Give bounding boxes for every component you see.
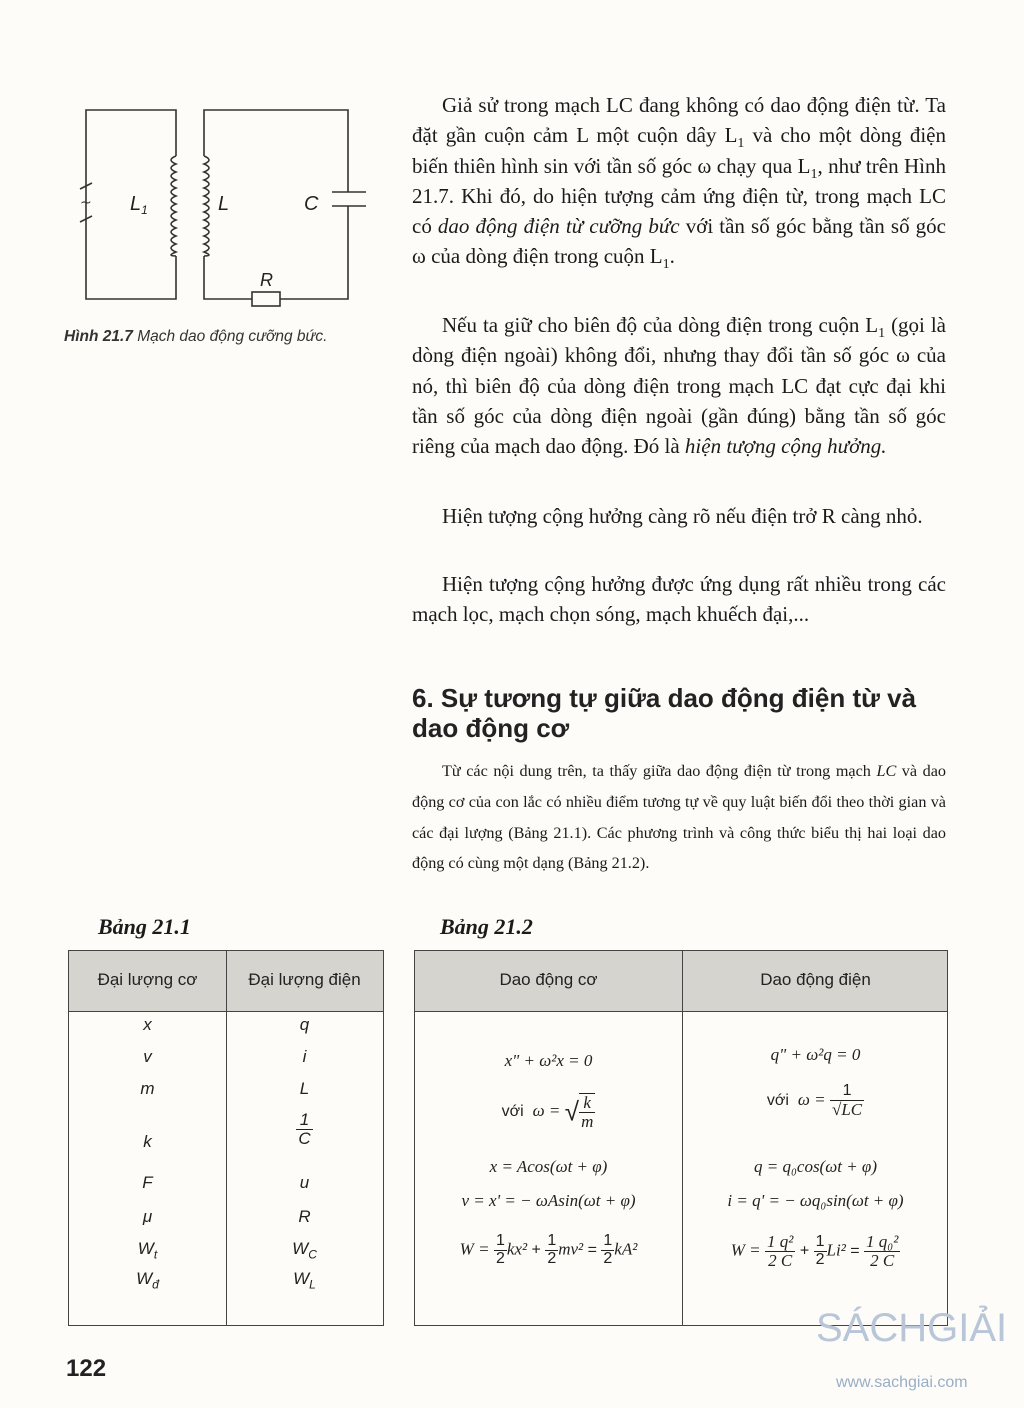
figure-caption: Hình 21.7 Mạch dao động cưỡng bức. (64, 328, 328, 345)
circuit-diagram (66, 94, 386, 314)
table1-cell: i (302, 1047, 307, 1066)
elec-eq-diff: q" + ω²q = 0 (770, 1045, 861, 1064)
c-label: C (304, 193, 319, 215)
watermark-url: www.sachgiai.com (836, 1374, 968, 1391)
mech-eq-diff: x" + ω²x = 0 (504, 1051, 593, 1070)
mech-eq-omega: với ω = √ $\frac{k}{m}$ (501, 1093, 594, 1131)
table2-header-elec: Dao động điện (760, 970, 871, 989)
table1-cell: F (142, 1173, 153, 1192)
table1-cell: μ (142, 1207, 153, 1226)
mech-eq-v: v = x' = − ωAsin(ωt + φ) (461, 1191, 636, 1210)
page-number: 122 (66, 1355, 107, 1382)
table-21-2 (414, 950, 948, 1326)
elec-eq-i: i = q' = − ωq₀sin(ωt + φ) (727, 1191, 904, 1210)
paragraph-3: Hiện tượng cộng hưởng càng rõ nếu điện trở R càng nhỏ. (442, 504, 923, 528)
elec-eq-omega: với ω = $\frac{1}{√LC}$ (766, 1082, 863, 1119)
table1-cell: $W_đ$ (136, 1269, 159, 1292)
elec-eq-energy: W = $\frac{\text{1 q²}}{2 C}$ + $\frac{1}{2}$ Li² = $\frac{\text{1 q₀²}}{2 C}$ (730, 1232, 899, 1270)
watermark-brand: SÁCHGIẢI (816, 1306, 1008, 1350)
paragraph-4: Hiện tượng cộng hưởng được ứng dụng rất nhiều trong các mạch lọc, mạch chọn sóng, mạch khuếch đại,... (412, 572, 946, 627)
table2-elec-column (682, 951, 949, 1325)
table1-cell: u (299, 1173, 310, 1192)
paragraph-2: Nếu ta giữ cho biên độ của dòng điện trong cuộn $L_1$ (gọi là dòng điện ngoài) không đổi, nhưng thay đổi tần số góc ω của nó, thì biên độ của dòng điện trong mạch LC đạt cực đại khi tần số góc của dòng điện ngoài (gần đúng) bằng tần số góc riêng của mạch dao động. Đó là hiện tượng cộng hưởng. (412, 313, 947, 459)
table1-frac-cell: $\frac{1}{C}$ (298, 1110, 311, 1148)
elec-eq-q: q = q₀cos(ωt + φ) (754, 1157, 877, 1176)
table1-cell: $W_t$ (137, 1239, 158, 1262)
table1-cell: R (298, 1207, 311, 1226)
table1-cell: $W_C$ (292, 1239, 317, 1262)
mech-eq-energy: W = $\frac{1}{2}$ kx² + $\frac{1}{2}$ mv² = $\frac{1}{2}$ kA² (459, 1232, 638, 1267)
table1-cell: q (299, 1015, 310, 1034)
table1-cell: k (143, 1132, 152, 1151)
section-title: 6. Sự tương tự giữa dao động điện từ và dao động cơ (412, 683, 917, 743)
watermark-logo (816, 1302, 1024, 1402)
mech-eq-x: x = Acos(ωt + φ) (489, 1157, 608, 1176)
table2-header-mech: Dao động cơ (499, 970, 598, 989)
table2-title: Bảng 21.2 (440, 914, 533, 939)
table1-cell: m (140, 1079, 155, 1098)
table-21-1 (68, 950, 384, 1326)
svg-text:~: ~ (80, 195, 92, 211)
table1-title: Bảng 21.1 (98, 914, 191, 939)
section-intro: Từ các nội dung trên, ta thấy giữa dao động điện từ trong mạch LC và dao động cơ của con lắc có nhiều điểm tương tự về quy luật biến đổi theo thời gian và các đại lượng (Bảng 21.1). Các phương trình và công thức biểu thị hai loại dao động có cùng một dạng (Bảng 21.2). (412, 762, 947, 873)
table1-cell: L (299, 1079, 310, 1098)
table1-cell: $W_L$ (293, 1269, 316, 1292)
table1-header-mech: Đại lượng cơ (97, 970, 198, 989)
table1-header-elec: Đại lượng điện (248, 970, 361, 989)
table1-cell: v (143, 1047, 152, 1066)
paragraph-1: Giả sử trong mạch LC đang không có dao động điện từ. Ta đặt gần cuộn cảm L một cuộn dây $L_1$ và cho một dòng điện biến thiên hình sin với tần số góc ω chạy qua $L_1$, như trên Hình 21.7. Khi đó, do hiện tượng cảm ứng điện từ, trong mạch LC có dao động điện từ cưỡng bức với tần số góc bằng tần số góc ω của dòng điện trong cuộn $L_1$. (412, 93, 947, 273)
table2-mech-column (415, 951, 682, 1325)
table1-cell: x (143, 1015, 152, 1034)
l-label: L (218, 193, 230, 215)
l1-label: $L_1$ (130, 193, 148, 217)
r-label: R (260, 270, 273, 290)
